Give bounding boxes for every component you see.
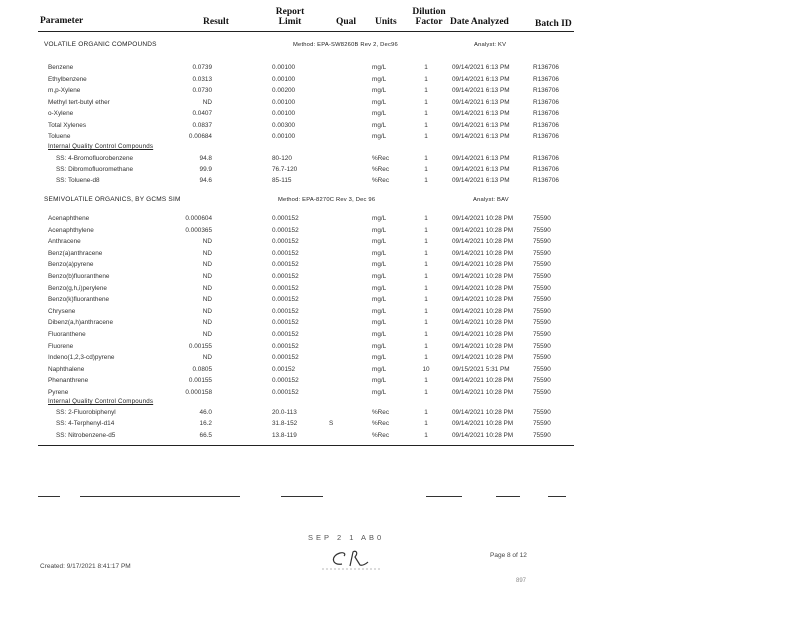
table-row [0,331,800,342]
batch-id-cell: 75590 [533,354,551,362]
date-analyzed-cell: 09/14/2021 6:13 PM [452,166,510,174]
table-row [0,354,800,365]
report-limit-cell: 80-120 [272,155,292,162]
result-cell: ND [202,261,212,269]
parameter-cell: Benzo(g,h,i)perylene [48,284,107,292]
units-cell: mg/L [372,284,387,292]
section-end-rule [38,445,574,446]
signature-line [38,496,60,497]
parameter-cell: Benzene [48,64,74,71]
result-cell: 0.0730 [192,87,212,94]
dilution-cell: 1 [424,296,428,304]
date-analyzed-cell: 09/14/2021 10:28 PM [452,296,514,304]
result-cell: 0.0805 [192,365,212,373]
parameter-cell: Indeno(1,2,3-cd)pyrene [48,354,115,362]
batch-id-cell: 75590 [533,409,551,416]
report-limit-cell: 76.7-120 [272,166,298,174]
units-cell: mg/L [372,226,387,234]
qual-cell: S [329,420,334,428]
date-analyzed-cell: 09/14/2021 10:28 PM [452,331,514,338]
dilution-cell: 1 [424,98,428,106]
result-cell: 0.0837 [192,121,212,129]
section-method-semivolatile: Method: EPA-8270C Rev 3, Dec 96 [278,197,376,203]
units-cell: mg/L [372,377,387,385]
parameter-cell: SS: Nitrobenzene-d5 [56,431,116,439]
dilution-cell: 1 [424,215,428,222]
signature-line [548,496,566,497]
dilution-cell: 1 [424,377,428,385]
dilution-cell: 1 [424,389,428,396]
units-cell: %Rec [372,166,390,174]
table-row [0,377,800,388]
batch-id-cell: 75590 [533,365,551,373]
dilution-cell: 1 [424,177,428,185]
report-limit-cell: 0.00100 [272,110,296,117]
units-cell: mg/L [372,365,387,373]
units-cell: mg/L [372,354,387,362]
table-row [0,76,800,87]
report-limit-cell: 0.000152 [272,273,299,280]
report-limit-cell: 0.000152 [272,331,299,338]
dilution-cell: 1 [424,155,428,162]
units-cell: mg/L [372,296,387,304]
batch-id-cell: 75590 [533,215,551,222]
units-cell: mg/L [372,238,387,246]
parameter-cell: Naphthalene [48,365,85,373]
result-cell: ND [202,238,212,246]
report-limit-cell: 0.000152 [272,389,299,396]
date-analyzed-cell: 09/14/2021 6:13 PM [452,121,510,129]
units-cell: mg/L [372,121,387,129]
dilution-cell: 10 [422,365,430,373]
report-limit-cell: 85-115 [272,177,292,185]
col-header-report-limit-bottom: Limit [278,17,302,27]
report-limit-cell: 0.000152 [272,284,299,292]
dilution-cell: 1 [424,110,428,117]
table-row [0,166,800,177]
parameter-cell: o-Xylene [48,110,74,117]
units-cell: mg/L [372,319,387,327]
dilution-cell: 1 [424,420,428,428]
parameter-cell: SS: 4-Bromofluorobenzene [56,155,134,162]
units-cell: mg/L [372,64,387,71]
dilution-cell: 1 [424,331,428,338]
report-limit-cell: 0.000152 [272,261,299,269]
col-header-dilution-bottom: Factor [415,17,443,27]
units-cell: mg/L [372,389,387,396]
table-row [0,273,800,284]
section-method-volatile: Method: EPA-SW8260B Rev 2, Dec96 [293,42,398,48]
date-analyzed-cell: 09/14/2021 6:13 PM [452,64,510,71]
table-row [0,110,800,121]
units-cell: mg/L [372,215,387,222]
handwritten-initials [322,548,382,572]
units-cell: mg/L [372,75,387,83]
dilution-cell: 1 [424,121,428,129]
units-cell: %Rec [372,155,390,162]
date-analyzed-cell: 09/14/2021 10:28 PM [452,420,514,428]
result-cell: 0.00155 [188,342,212,350]
batch-id-cell: 75590 [533,420,551,428]
col-header-batch-id: Batch ID [535,19,572,29]
batch-id-cell: 75590 [533,284,551,292]
section-title-volatile: VOLATILE ORGANIC COMPOUNDS [44,41,157,48]
table-row [0,122,800,133]
table-row [0,285,800,296]
result-cell: 94.6 [199,177,212,185]
date-analyzed-cell: 09/14/2021 10:28 PM [452,342,514,350]
dilution-cell: 1 [424,87,428,94]
batch-id-cell: 75590 [533,296,551,304]
result-cell: 0.0407 [192,110,212,117]
dilution-cell: 1 [424,284,428,292]
result-cell: 94.8 [199,155,212,162]
parameter-cell: Fluoranthene [48,331,86,338]
parameter-cell: SS: 4-Terphenyl-d14 [56,420,115,428]
result-cell: ND [202,331,212,338]
parameter-cell: SS: 2-Fluorobiphenyl [56,409,116,416]
parameter-cell: Total Xylenes [48,121,87,129]
table-row [0,87,800,98]
result-cell: ND [202,296,212,304]
dilution-cell: 1 [424,319,428,327]
qc-title-volatile: Internal Quality Control Compounds [48,143,154,150]
result-cell: 0.0313 [192,75,212,83]
date-analyzed-cell: 09/14/2021 10:28 PM [452,215,514,222]
report-limit-cell: 0.000152 [272,296,299,304]
date-analyzed-cell: 09/15/2021 5:31 PM [452,365,510,373]
parameter-cell: Phenanthrene [48,377,89,385]
report-limit-cell: 0.000152 [272,249,299,257]
report-limit-cell: 0.00300 [272,121,296,129]
units-cell: mg/L [372,249,387,257]
result-cell: 0.000365 [185,226,212,234]
table-row [0,99,800,110]
batch-id-cell: 75590 [533,331,551,338]
received-date-stamp: SEP 2 1 AB0 [308,533,385,542]
parameter-cell: Ethylbenzene [48,75,87,83]
page-number: Page 8 of 12 [490,552,527,559]
table-row [0,296,800,307]
created-timestamp: Created: 9/17/2021 8:41:17 PM [40,563,131,570]
table-row [0,409,800,420]
col-header-report-limit-top: Report [275,7,305,17]
signature-line [426,496,462,497]
batch-id-cell: R136706 [533,75,559,83]
date-analyzed-cell: 09/14/2021 6:13 PM [452,75,510,83]
result-cell: ND [202,307,212,315]
dilution-cell: 1 [424,166,428,174]
parameter-cell: Acenaphthylene [48,226,94,234]
report-limit-cell: 0.00200 [272,87,296,94]
result-cell: 66.5 [199,431,212,439]
date-analyzed-cell: 09/14/2021 10:28 PM [452,431,514,439]
report-limit-cell: 20.0-113 [272,409,297,416]
parameter-cell: m,p-Xylene [48,87,81,94]
batch-id-cell: R136706 [533,64,559,71]
signature-line [80,496,240,497]
batch-id-cell: R136706 [533,166,559,174]
parameter-cell: Fluorene [48,342,74,350]
report-limit-cell: 0.000152 [272,215,299,222]
parameter-cell: SS: Toluene-d8 [56,177,100,185]
parameter-cell: Acenaphthene [48,215,90,222]
units-cell: mg/L [372,110,387,117]
units-cell: %Rec [372,420,390,428]
units-cell: mg/L [372,273,387,280]
result-cell: ND [202,284,212,292]
dilution-cell: 1 [424,64,428,71]
table-row [0,432,800,443]
batch-id-cell: 75590 [533,261,551,269]
table-row [0,177,800,188]
table-row [0,308,800,319]
dilution-cell: 1 [424,307,428,315]
result-cell: 16.2 [199,420,212,428]
batch-id-cell: R136706 [533,177,559,185]
col-header-report-limit [270,7,310,27]
parameter-cell: Pyrene [48,389,69,396]
table-row [0,238,800,249]
parameter-cell: Benzo(b)fluoranthene [48,273,110,280]
table-row [0,261,800,272]
table-row [0,64,800,75]
date-analyzed-cell: 09/14/2021 10:28 PM [452,409,514,416]
date-analyzed-cell: 09/14/2021 10:28 PM [452,284,514,292]
date-analyzed-cell: 09/14/2021 6:13 PM [452,155,510,162]
dilution-cell: 1 [424,273,428,280]
batch-id-cell: R136706 [533,110,559,117]
result-cell: ND [202,273,212,280]
units-cell: mg/L [372,307,387,315]
signature-line [281,496,323,497]
batch-id-cell: R136706 [533,155,559,162]
table-row [0,155,800,166]
batch-id-cell: 75590 [533,307,551,315]
batch-id-cell: 75590 [533,342,551,350]
report-limit-cell: 0.000152 [272,307,299,315]
batch-id-cell: R136706 [533,121,559,129]
date-analyzed-cell: 09/14/2021 6:13 PM [452,98,510,106]
table-row [0,343,800,354]
parameter-cell: Benzo(k)fluoranthene [48,296,110,304]
batch-id-cell: R136706 [533,98,559,106]
result-cell: 0.000158 [185,389,212,396]
table-row [0,227,800,238]
batch-id-cell: 75590 [533,377,551,385]
dilution-cell: 1 [424,431,428,439]
report-limit-cell: 0.00100 [272,64,296,71]
result-cell: ND [202,354,212,362]
parameter-cell: Chrysene [48,307,76,315]
col-header-parameter: Parameter [40,16,84,26]
date-analyzed-cell: 09/14/2021 6:13 PM [452,87,510,94]
result-cell: ND [202,249,212,257]
report-limit-cell: 0.000152 [272,377,299,385]
units-cell: %Rec [372,177,390,185]
report-limit-cell: 0.00100 [272,75,296,83]
batch-id-cell: 75590 [533,431,551,439]
date-analyzed-cell: 09/14/2021 10:28 PM [452,377,514,385]
header-rule [38,31,574,32]
report-limit-cell: 0.000152 [272,226,299,234]
units-cell: mg/L [372,98,387,106]
table-row [0,250,800,261]
batch-id-cell: 75590 [533,238,551,246]
parameter-cell: Dibenz(a,h)anthracene [48,319,114,327]
dilution-cell: 1 [424,226,428,234]
report-limit-cell: 0.00152 [272,365,296,373]
batch-id-cell: R136706 [533,133,559,140]
col-header-units: Units [375,17,397,27]
section-title-semivolatile: SEMIVOLATILE ORGANICS, BY GCMS SIM [44,196,181,203]
units-cell: mg/L [372,342,387,350]
dilution-cell: 1 [424,238,428,246]
date-analyzed-cell: 09/14/2021 10:28 PM [452,273,514,280]
date-analyzed-cell: 09/14/2021 10:28 PM [452,261,514,269]
batch-id-cell: 75590 [533,273,551,280]
units-cell: mg/L [372,87,387,94]
col-header-qual: Qual [336,17,357,27]
units-cell: mg/L [372,261,387,269]
date-analyzed-cell: 09/14/2021 10:28 PM [452,354,514,362]
units-cell: mg/L [372,133,387,140]
table-row [0,420,800,431]
report-limit-cell: 0.000152 [272,342,299,350]
section-analyst-volatile: Analyst: KV [474,42,507,48]
qc-title-semivolatile: Internal Quality Control Compounds [48,398,154,405]
dilution-cell: 1 [424,354,428,362]
scan-mark: 897 [516,578,527,584]
result-cell: 46.0 [199,409,212,416]
batch-id-cell: 75590 [533,226,551,234]
date-analyzed-cell: 09/14/2021 10:28 PM [452,249,514,257]
parameter-cell: Anthracene [48,238,81,246]
date-analyzed-cell: 09/14/2021 10:28 PM [452,226,514,234]
result-cell: 99.9 [199,166,212,174]
report-limit-cell: 31.8-152 [272,420,298,428]
report-limit-cell: 13.8-119 [272,431,297,439]
batch-id-cell: 75590 [533,389,551,396]
date-analyzed-cell: 09/14/2021 6:13 PM [452,177,510,185]
parameter-cell: Methyl tert-butyl ether [48,98,110,106]
dilution-cell: 1 [424,342,428,350]
batch-id-cell: R136706 [533,87,559,94]
parameter-cell: Toluene [48,133,71,140]
report-limit-cell: 0.00100 [272,98,296,106]
parameter-cell: SS: Dibromofluoromethane [56,166,134,174]
section-analyst-semivolatile: Analyst: BAV [473,197,509,203]
report-limit-cell: 0.000152 [272,354,299,362]
result-cell: 0.00684 [188,133,212,140]
signature-line [496,496,520,497]
date-analyzed-cell: 09/14/2021 6:13 PM [452,133,510,140]
batch-id-cell: 75590 [533,319,551,327]
table-row [0,215,800,226]
date-analyzed-cell: 09/14/2021 10:28 PM [452,319,514,327]
table-row [0,319,800,330]
result-cell: ND [202,319,212,327]
result-cell: 0.0739 [192,64,212,71]
result-cell: ND [202,98,212,106]
dilution-cell: 1 [424,75,428,83]
report-limit-cell: 0.00100 [272,133,296,140]
date-analyzed-cell: 09/14/2021 6:13 PM [452,110,510,117]
units-cell: %Rec [372,409,390,416]
dilution-cell: 1 [424,261,428,269]
dilution-cell: 1 [424,133,428,140]
col-header-dilution-top: Dilution [412,7,446,17]
table-row [0,366,800,377]
col-header-result: Result [203,17,229,27]
result-cell: 0.000604 [185,215,212,222]
col-header-dilution [412,7,446,27]
batch-id-cell: 75590 [533,249,551,257]
parameter-cell: Benz(a)anthracene [48,249,103,257]
col-header-date-analyzed: Date Analyzed [450,17,509,27]
result-cell: 0.00155 [188,377,212,385]
date-analyzed-cell: 09/14/2021 10:28 PM [452,238,514,246]
report-limit-cell: 0.000152 [272,238,299,246]
date-analyzed-cell: 09/14/2021 10:28 PM [452,389,514,396]
dilution-cell: 1 [424,409,428,416]
units-cell: %Rec [372,431,390,439]
date-analyzed-cell: 09/14/2021 10:28 PM [452,307,514,315]
dilution-cell: 1 [424,249,428,257]
units-cell: mg/L [372,331,387,338]
parameter-cell: Benzo(a)pyrene [48,261,94,269]
report-limit-cell: 0.000152 [272,319,299,327]
